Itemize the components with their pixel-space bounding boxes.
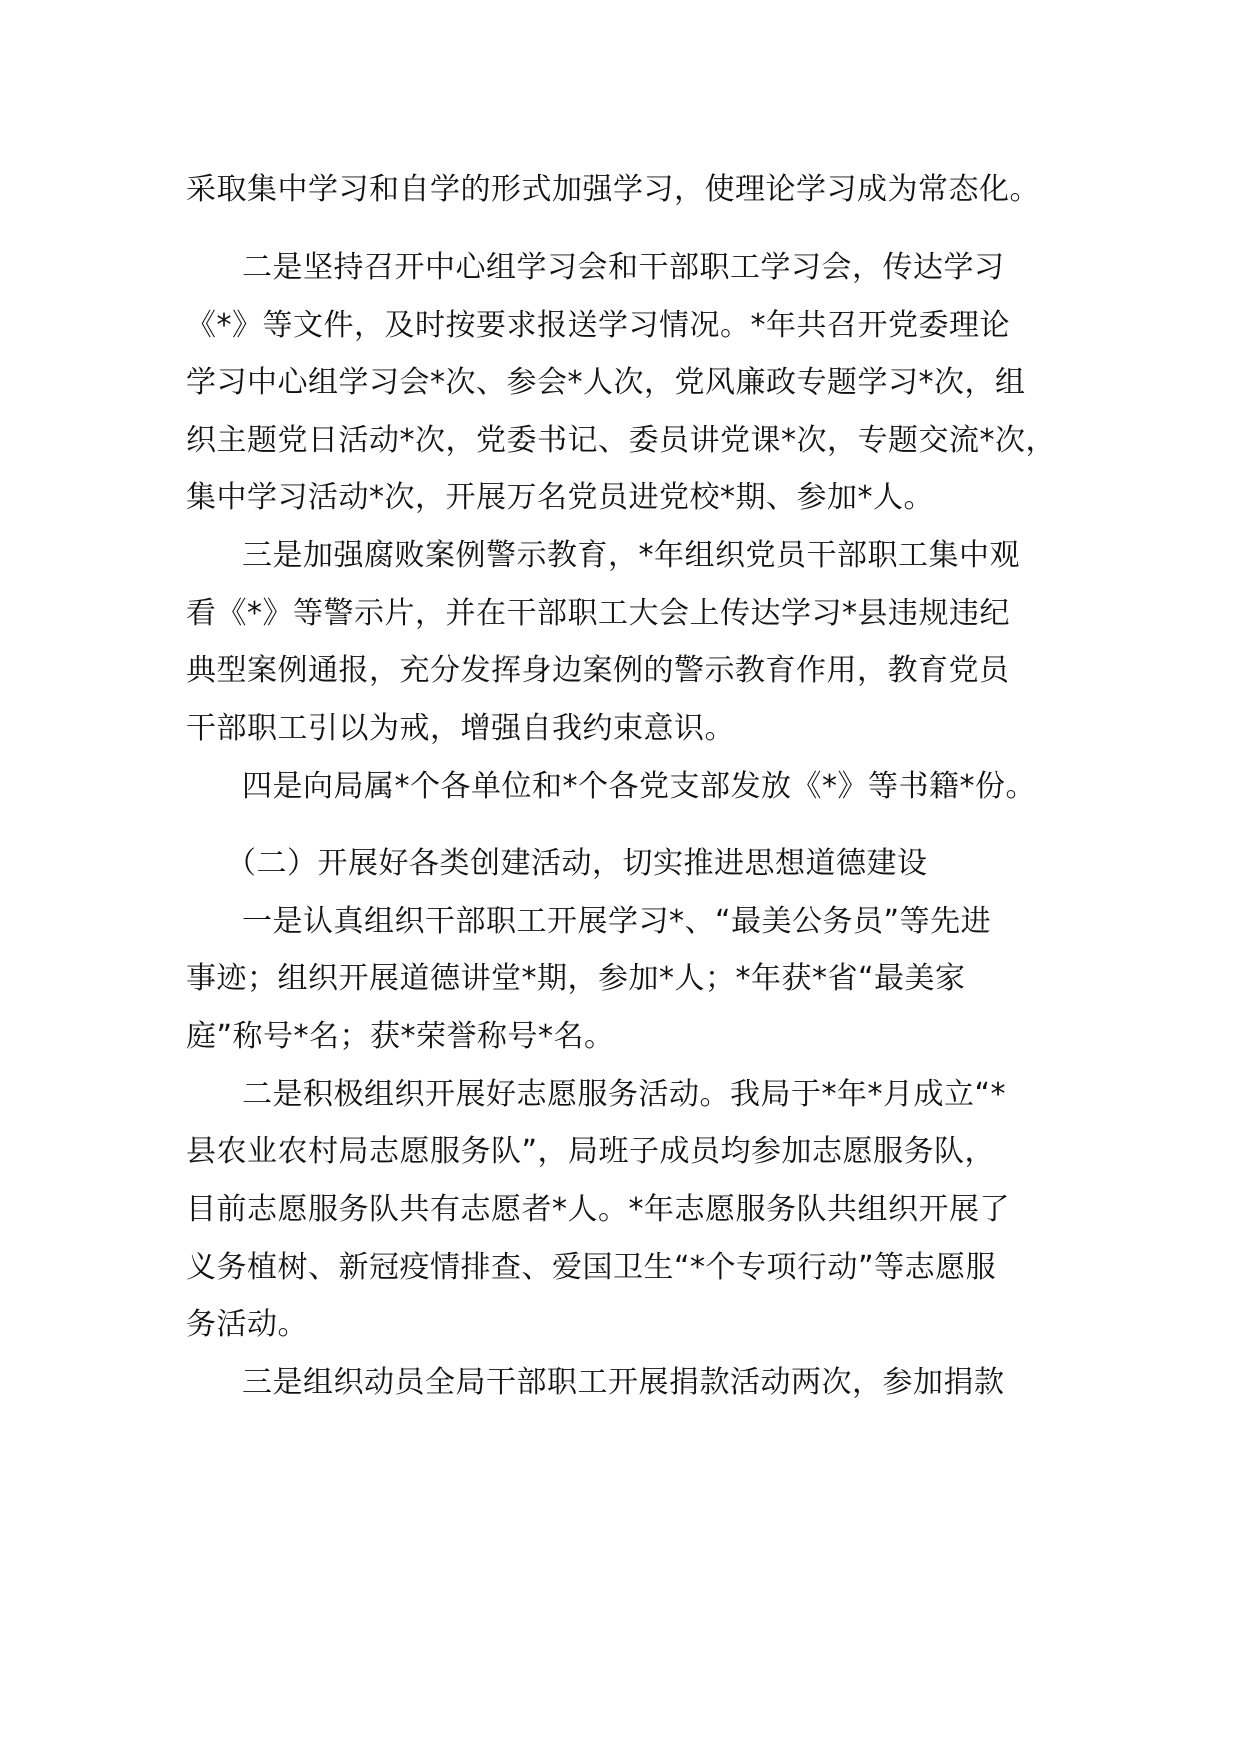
text-line: 学习中心组学习会*次、参会*人次，党风廉政专题学习*次，组	[186, 365, 1026, 400]
text-line: 织主题党日活动*次，党委书记、委员讲党课*次，专题交流*次，	[186, 423, 1056, 458]
text-line: 采取集中学习和自学的形式加强学习，使理论学习成为常态化。	[186, 172, 1040, 207]
paragraph-first-line: 四是向局属*个各单位和*个各党支部发放《*》等书籍*份。	[242, 769, 1036, 804]
text-line: 义务植树、新冠疫情排查、爱国卫生“*个专项行动”等志愿服	[186, 1250, 997, 1285]
text-line: 看《*》等警示片，并在干部职工大会上传达学习*县违规违纪	[186, 596, 1010, 631]
text-line: 庭”称号*名；获*荣誉称号*名。	[186, 1019, 615, 1054]
text-line: 务活动。	[186, 1307, 308, 1342]
paragraph-first-line: 二是积极组织开展好志愿服务活动。我局于*年*月成立“*	[242, 1077, 1007, 1112]
text-line: 目前志愿服务队共有志愿者*人。*年志愿服务队共组织开展了	[186, 1192, 1010, 1227]
text-line: 干部职工引以为戒，增强自我约束意识。	[186, 711, 735, 746]
paragraph-first-line: 二是坚持召开中心组学习会和干部职工学习会，传达学习	[242, 250, 1005, 285]
paragraph-first-line: 三是加强腐败案例警示教育，*年组织党员干部职工集中观	[242, 538, 1020, 573]
text-line: 县农业农村局志愿服务队”，局班子成员均参加志愿服务队，	[186, 1134, 996, 1169]
section-heading: （二）开展好各类创建活动，切实推进思想道德建设	[226, 846, 928, 881]
paragraph-first-line: 三是组织动员全局干部职工开展捐款活动两次，参加捐款	[242, 1365, 1005, 1400]
text-line: 集中学习活动*次，开展万名党员进党校*期、参加*人。	[186, 480, 934, 515]
text-line: 典型案例通报，充分发挥身边案例的警示教育作用，教育党员	[186, 653, 1010, 688]
text-line: 事迹；组织开展道德讲堂*期，参加*人；*年获*省“最美家	[186, 961, 966, 996]
paragraph-first-line: 一是认真组织干部职工开展学习*、“最美公务员”等先进	[242, 904, 992, 939]
text-line: 《*》等文件，及时按要求报送学习情况。*年共召开党委理论	[186, 308, 1010, 343]
